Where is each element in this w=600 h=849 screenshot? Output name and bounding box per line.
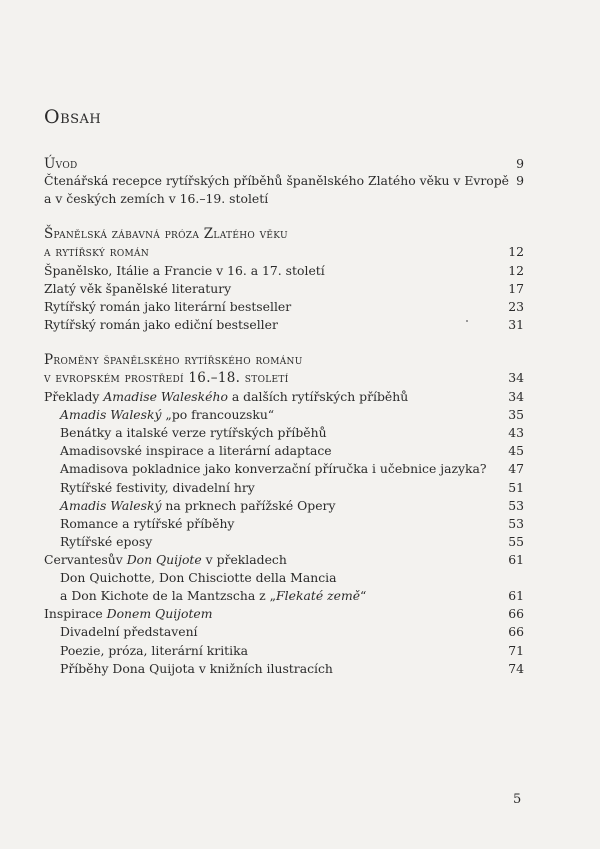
toc-entry-title (44, 299, 291, 315)
toc-entry-title (44, 370, 289, 386)
toc-entry-title-segment: Donem Quijotem (106, 606, 213, 621)
toc-entry-title (44, 263, 325, 279)
toc-entry-page-number: 53 (508, 516, 524, 531)
toc-entry-title-segment: Amadisovské inspirace a literární adaptace (60, 443, 332, 458)
toc-entry-title-segment: „po francouzsku“ (161, 407, 275, 422)
toc-entry-title (60, 480, 255, 496)
toc-entry-title-segment: Don Quichotte, Don Chisciotte della Mancia (60, 570, 337, 585)
toc-entry-title (60, 643, 248, 659)
toc-entry-title (60, 516, 234, 532)
toc-entry-title-segment: Rytířské festivity, divadelní hry (60, 480, 255, 495)
toc-entry-title (60, 624, 198, 640)
toc-entry-title-segment: Překlady (44, 389, 104, 404)
toc-entry-page-number: 43 (508, 425, 524, 440)
toc-entry-title-segment: Flekaté země (276, 588, 361, 603)
toc-entry-title (60, 588, 366, 604)
toc-entry-page-number: 35 (508, 407, 524, 422)
toc-entry-title-segment: Příběhy Dona Quijota v knižních ilustracích (60, 661, 333, 676)
toc-entry-title-segment: Úvod (44, 156, 78, 172)
toc-entry-title (60, 407, 274, 423)
toc-entry-title (44, 552, 287, 568)
toc-entry-page-number: 9 (516, 156, 524, 171)
toc-entry-title-segment: Rytířský román jako ediční bestseller (44, 317, 278, 332)
stray-mark (466, 320, 468, 322)
toc-entry-title (44, 244, 149, 260)
toc-entry-page-number: 61 (508, 552, 524, 567)
toc-entry-title (44, 606, 213, 622)
toc-entry-page-number: 31 (508, 317, 524, 332)
toc-entry-page-number: 61 (508, 588, 524, 603)
toc-entry-title-segment: Don Quijote (126, 552, 202, 567)
page-title: Obsah (44, 106, 102, 128)
toc-entry-title-segment: Čtenářská recepce rytířských příběhů španělského Zlatého věku v Evropě (44, 173, 510, 188)
toc-entry-title (60, 661, 333, 677)
toc-entry-title (44, 352, 303, 368)
toc-entry-title (44, 317, 278, 333)
toc-entry-page-number: 66 (508, 624, 524, 639)
toc-entry-title-segment: Amadis Waleský (60, 498, 162, 513)
page-number: 5 (513, 792, 522, 807)
toc-entry-title-segment: Proměny španělského rytířského románu (44, 352, 303, 368)
toc-entry-page-number: 45 (508, 443, 524, 458)
toc-entry-title-segment: Divadelní představení (60, 624, 198, 639)
toc-entry-title-segment: Cervantesův (44, 552, 127, 567)
toc-entry-title-segment: v překladech (201, 552, 287, 567)
toc-entry-title (60, 498, 335, 514)
toc-entry-page-number: 17 (508, 281, 524, 296)
toc-entry-title-segment: Inspirace (44, 606, 107, 621)
toc-entry-title-segment: Amadise Waleského (103, 389, 228, 404)
toc-entry-title (60, 570, 337, 586)
toc-entry-title-segment: a dalších rytířských příběhů (227, 389, 409, 404)
toc-entry-title-segment: Španělsko, Itálie a Francie v 16. a 17. století (44, 263, 325, 278)
toc-entry-title-segment: a Don Kichote de la Mantzscha z „ (60, 588, 277, 603)
toc-entry-title-segment: na prknech pařížské Opery (161, 498, 336, 513)
toc-entry-page-number: 53 (508, 498, 524, 513)
toc-entry-title-segment: Španělská zábavná próza Zlatého věku (44, 226, 288, 242)
toc-entry-title (44, 173, 509, 189)
toc-entry-title-segment: Amadis Waleský (60, 407, 162, 422)
toc-entry-page-number: 74 (508, 661, 524, 676)
toc-entry-title (44, 226, 288, 242)
toc-entry-title-segment: Rytířský román jako literární bestseller (44, 299, 292, 314)
toc-entry-title-segment: Benátky a italské verze rytířských příběhů (60, 425, 327, 440)
toc-entry-title (60, 534, 152, 550)
toc-entry-page-number: 71 (508, 643, 524, 658)
toc-entry-title (60, 425, 327, 441)
toc-entry-title-segment: a rytířský román (44, 244, 149, 260)
toc-entry-title-segment: a v českých zemích v 16.–19. století (44, 191, 269, 206)
toc-entry-title-segment: Rytířské eposy (60, 534, 153, 549)
toc-entry-page-number: 55 (508, 534, 524, 549)
toc-entry-title (44, 156, 78, 172)
toc-entry-title (44, 191, 268, 207)
toc-entry-page-number: 47 (508, 461, 524, 476)
toc-entry-title (60, 443, 332, 459)
toc-entry-page-number: 66 (508, 606, 524, 621)
toc-entry-title-segment: Romance a rytířské příběhy (60, 516, 235, 531)
toc-entry-page-number: 12 (508, 263, 524, 278)
toc-entry-title (44, 389, 408, 405)
toc-entry-title (44, 281, 231, 297)
toc-entry-page-number: 34 (508, 389, 524, 404)
toc-entry-page-number: 51 (508, 480, 524, 495)
toc-entry-page-number: 9 (516, 173, 524, 188)
toc-entry-title (60, 461, 487, 477)
toc-entry-page-number: 34 (508, 370, 524, 385)
toc-entry-title-segment: “ (360, 588, 367, 603)
toc-entry-page-number: 12 (508, 244, 524, 259)
toc-entry-page-number: 23 (508, 299, 524, 314)
toc-entry-title-segment: Amadisova pokladnice jako konverzační příručka i učebnice jazyka? (60, 461, 487, 476)
toc-entry-title-segment: Zlatý věk španělské literatury (44, 281, 232, 296)
toc-entry-title-segment: v evropském prostředí 16.–18. století (44, 370, 289, 386)
toc-entry-title-segment: Poezie, próza, literární kritika (60, 643, 249, 658)
